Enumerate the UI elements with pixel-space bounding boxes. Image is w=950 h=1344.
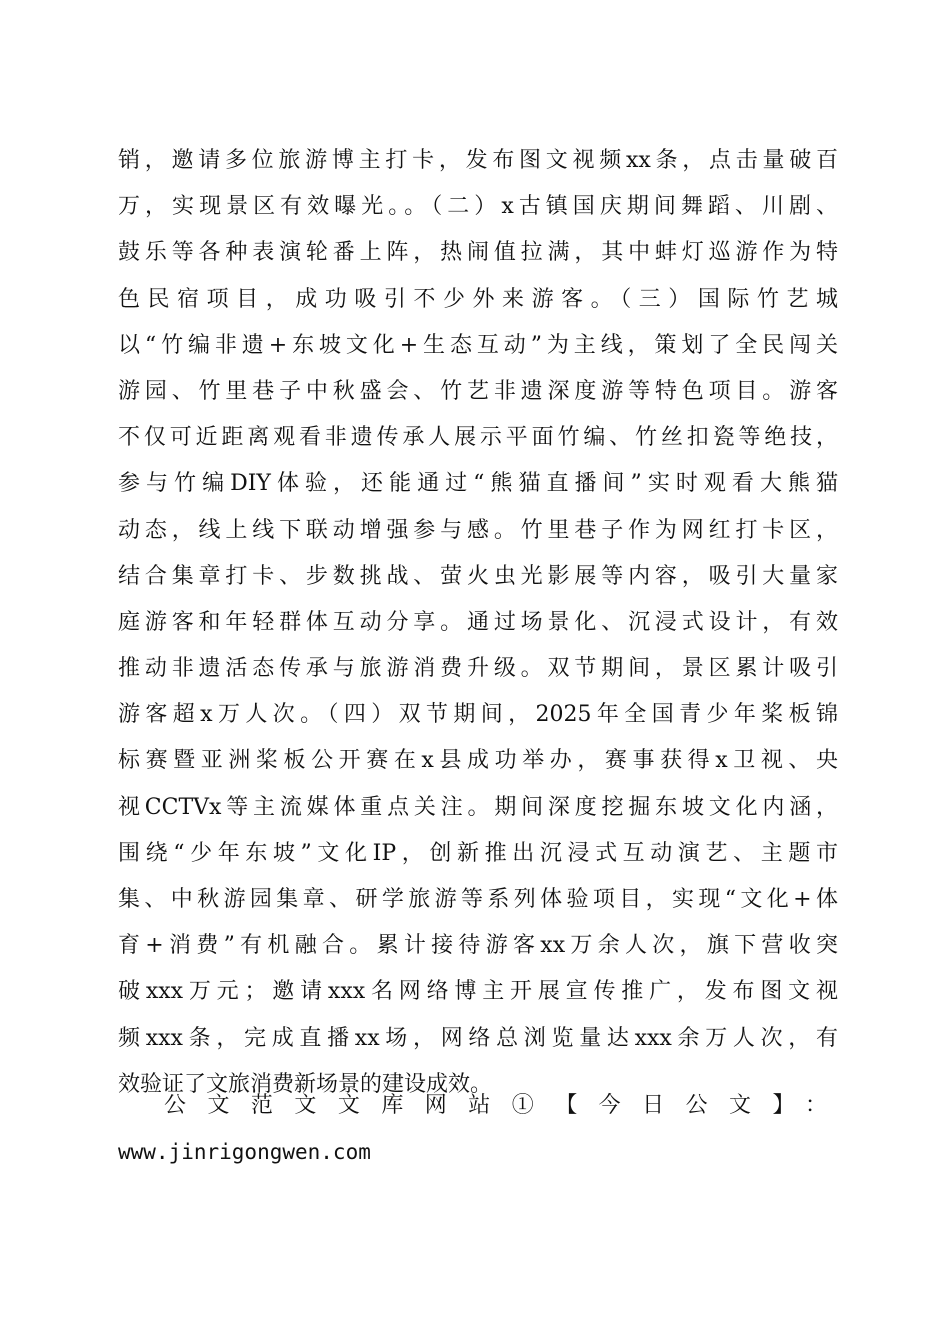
document-body xyxy=(118,138,838,1108)
body-line: 频xxx条，完成直播xx场，网络总浏览量达xxx余万人次，有 xyxy=(118,1025,838,1051)
footer-site-label: 公文范文文库网站①【今日公文】： xyxy=(164,1093,838,1118)
body-line: 动态，线上线下联动增强参与感。竹里巷子作为网红打卡区， xyxy=(118,517,838,543)
body-line: 集、中秋游园集章、研学旅游等系列体验项目，实现“文化+体 xyxy=(118,887,838,912)
body-line: 万，实现景区有效曝光。。（二）x古镇国庆期间舞蹈、川剧、 xyxy=(118,194,838,220)
body-line: 参与竹编DIY体验，还能通过“熊猫直播间”实时观看大熊猫 xyxy=(118,471,838,497)
body-line: 色民宿项目，成功吸引不少外来游客。（三）国际竹艺城 xyxy=(118,286,838,312)
body-line: 育+消费”有机融合。累计接待游客xx万余人次，旗下营收突 xyxy=(118,933,838,959)
body-line: 销，邀请多位旅游博主打卡，发布图文视频xx条，点击量破百 xyxy=(118,148,838,173)
body-line: 游客超x万人次。（四）双节期间，2025年全国青少年桨板锦 xyxy=(118,702,838,728)
body-line: 标赛暨亚洲桨板公开赛在x县成功举办，赛事获得x卫视、央 xyxy=(118,748,838,774)
body-line: 鼓乐等各种表演轮番上阵，热闹值拉满，其中蚌灯巡游作为特 xyxy=(118,240,838,266)
body-line: 效验证了文旅消费新场景的建设成效。 xyxy=(118,1071,493,1097)
document-footer xyxy=(118,1083,838,1175)
body-line: 推动非遗活态传承与旅游消费升级。双节期间，景区累计吸引 xyxy=(118,656,838,682)
body-line: 视CCTVx等主流媒体重点关注。期间深度挖掘东坡文化内涵， xyxy=(118,794,838,820)
body-line: 围绕“少年东坡”文化IP，创新推出沉浸式互动演艺、主题市 xyxy=(118,840,838,866)
footer-url-link[interactable]: www.jinrigongwen.com xyxy=(118,1140,371,1164)
body-line: 以“竹编非遗+东坡文化+生态互动”为主线，策划了全民闯关 xyxy=(118,332,838,358)
body-line: 游园、竹里巷子中秋盛会、竹艺非遗深度游等特色项目。游客 xyxy=(118,378,838,404)
body-line: 破xxx万元；邀请xxx名网络博主开展宣传推广，发布图文视 xyxy=(118,979,838,1005)
body-line: 结合集章打卡、步数挑战、萤火虫光影展等内容，吸引大量家 xyxy=(118,563,838,589)
body-line: 不仅可近距离观看非遗传承人展示平面竹编、竹丝扣瓷等绝技， xyxy=(118,425,838,451)
body-line: 庭游客和年轻群体互动分享。通过场景化、沉浸式设计，有效 xyxy=(118,609,838,635)
